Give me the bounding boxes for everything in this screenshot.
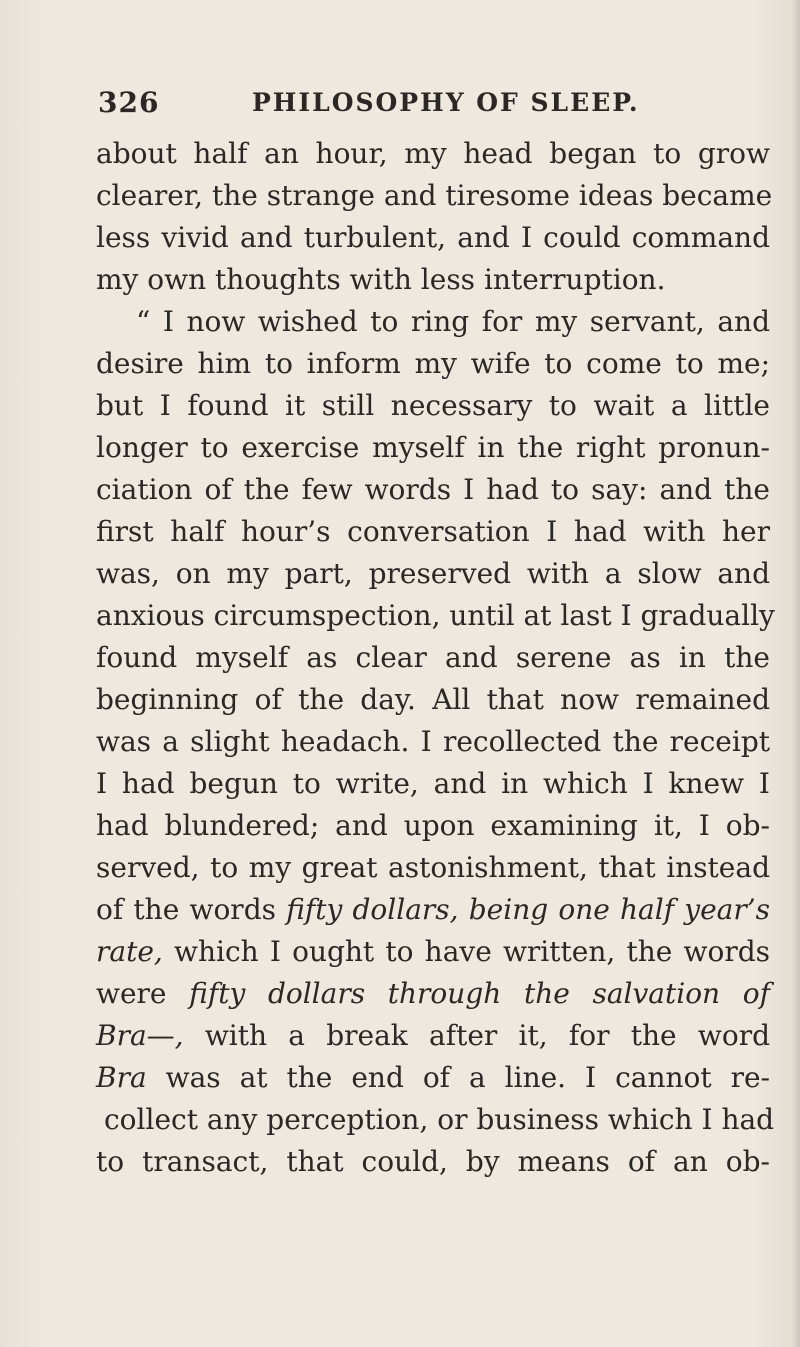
text-line: about half an hour, my head began to grow: [96, 137, 770, 170]
text-line: beginning of the day. All that now remained: [96, 683, 770, 716]
text-line: longer to exercise myself in the right pronun-: [96, 431, 770, 464]
text-line-italic-mix: [96, 1015, 770, 1057]
text-line: first half hour’s conversation I had with her: [96, 515, 770, 548]
text-line: but I found it still necessary to wait a little: [96, 389, 770, 422]
text-line: was a slight headach. I recollected the receipt: [96, 725, 770, 758]
text-line: had blundered; and upon examining it, I ob-: [96, 809, 770, 842]
text-line: I had begun to write, and in which I knew I: [96, 767, 770, 800]
text-line-italic-mix: [96, 931, 770, 973]
text-segment: with a break after it, for the word: [183, 1019, 770, 1052]
text-line: my own thoughts with less interruption.: [96, 263, 666, 296]
page-header: [98, 86, 758, 122]
text-line-paragraph-start: “ I now wished to ring for my servant, and: [136, 305, 770, 338]
text-line: anxious circumspection, until at last I gradually: [96, 599, 775, 632]
text-line: found myself as clear and serene as in the: [96, 641, 770, 674]
text-line-italic-mix: [96, 889, 770, 931]
italic-segment: fifty dollars through the salvation of: [189, 977, 770, 1010]
italic-segment: Bra: [96, 1061, 147, 1094]
text-line-italic-mix: [96, 1057, 770, 1099]
text-segment: were: [96, 977, 190, 1010]
text-line: served, to my great astonishment, that instead: [96, 851, 770, 884]
text-line: ciation of the few words I had to say: and the: [96, 473, 770, 506]
text-line: clearer, the strange and tiresome ideas became: [96, 179, 773, 212]
text-segment: of the words: [96, 893, 287, 926]
page-number: 326: [98, 86, 160, 119]
text-line: collect any perception, or business which I had: [104, 1103, 775, 1136]
running-title: PHILOSOPHY OF SLEEP.: [252, 88, 640, 117]
text-line: was, on my part, preserved with a slow and: [96, 557, 770, 590]
text-segment: was at the end of a line. I cannot re-: [146, 1061, 770, 1094]
text-segment: which I ought to have written, the words: [162, 935, 770, 968]
text-line-italic-mix: [96, 973, 770, 1015]
italic-segment: Bra—,: [96, 1019, 184, 1052]
page-edge-shadow: [792, 0, 800, 1347]
text-line: less vivid and turbulent, and I could command: [96, 221, 770, 254]
text-line: to transact, that could, by means of an ob-: [96, 1145, 770, 1178]
text-line: desire him to inform my wife to come to me;: [96, 347, 770, 380]
italic-segment: fifty dollars, being one half year’s: [286, 893, 770, 926]
italic-segment: rate,: [96, 935, 163, 968]
body-text: [96, 133, 775, 1183]
